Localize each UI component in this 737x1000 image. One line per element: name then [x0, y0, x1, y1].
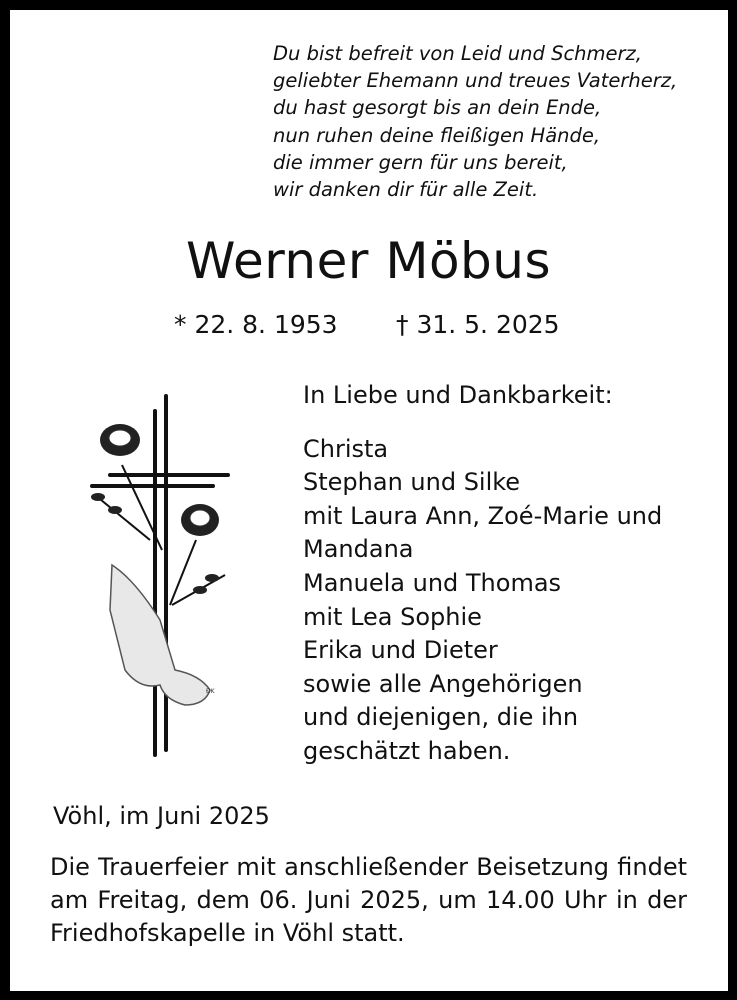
- mourners-block: [303, 379, 662, 769]
- poem-line: nun ruhen deine fleißigen Hände,: [273, 123, 601, 147]
- mourner-line: Erika und Dieter: [303, 636, 498, 665]
- mourner-line: mit Laura Ann, Zoé-Marie und: [303, 501, 663, 530]
- poem-line: die immer gern für uns bereit,: [273, 150, 568, 174]
- svg-text:ƉK: ƉK: [206, 688, 215, 695]
- mourner-line: Christa: [303, 434, 389, 463]
- mourner-line: Stephan und Silke: [303, 468, 521, 497]
- mourner-line: mit Lea Sophie: [303, 602, 482, 631]
- death-date: † 31. 5. 2025: [396, 310, 560, 339]
- deceased-name: Werner Möbus: [185, 232, 552, 290]
- poem-line: geliebter Ehemann und treues Vaterherz,: [273, 69, 678, 93]
- cross-roses-praying-hands-illustration: [80, 385, 240, 765]
- poem-line: wir danken dir für alle Zeit.: [273, 178, 539, 202]
- mourner-line: Mandana: [303, 535, 414, 564]
- mourners-heading: In Liebe und Dankbarkeit:: [303, 381, 613, 409]
- mourner-line: Manuela und Thomas: [303, 568, 562, 597]
- funeral-info: Die Trauerfeier mit anschließender Beisetzung findet am Freitag, dem 06. Juni 2025, um 14.00 Uhr in der Friedhofskapelle in Vöhl statt.: [50, 853, 687, 947]
- birth-date: * 22. 8. 1953: [174, 310, 338, 339]
- poem-line: Du bist befreit von Leid und Schmerz,: [273, 42, 642, 65]
- poem: [273, 40, 677, 203]
- mourner-line: und diejenigen, die ihn: [303, 703, 579, 732]
- poem-line: du hast gesorgt bis an dein Ende,: [273, 96, 602, 120]
- place-and-date: Vöhl, im Juni 2025: [53, 802, 270, 830]
- mourner-line: geschätzt haben.: [303, 736, 511, 765]
- mourner-line: sowie alle Angehörigen: [303, 669, 583, 698]
